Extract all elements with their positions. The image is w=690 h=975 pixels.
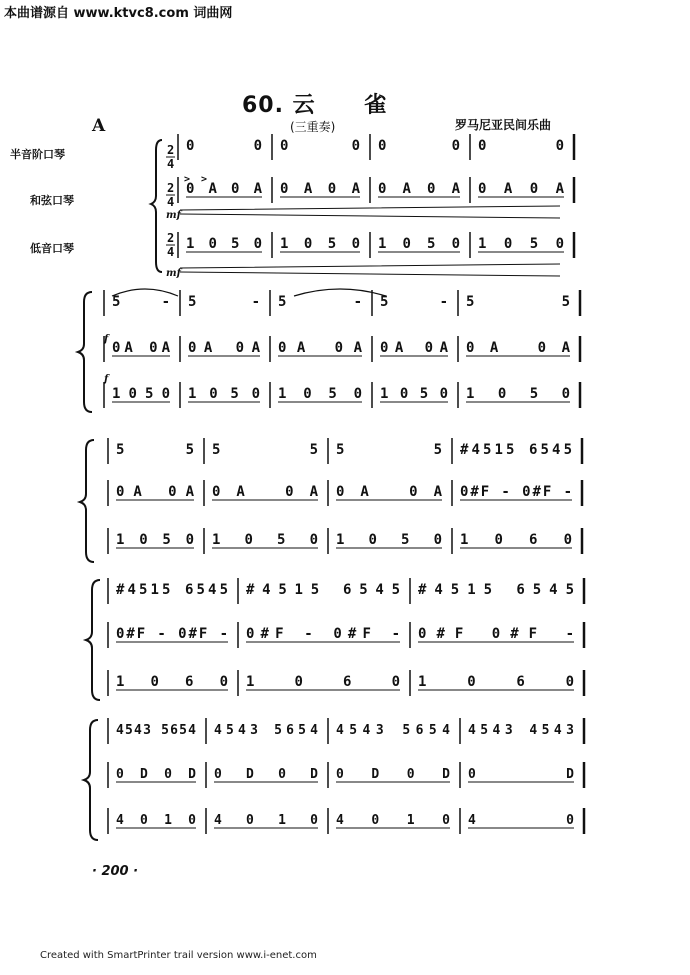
measure-notes: 0A 0A xyxy=(112,340,170,356)
measure-notes: 5 - xyxy=(188,294,260,310)
measure-notes: 5 5 xyxy=(212,442,318,458)
measure-notes: 5 5 xyxy=(466,294,570,310)
piece-title xyxy=(242,88,387,119)
measure-notes: 0A 0A xyxy=(188,340,260,356)
score-static-marks xyxy=(78,140,560,840)
measure-notes: 1 0 6 0 xyxy=(116,674,228,690)
measure-notes: 0#F - 0#F - xyxy=(246,626,400,642)
measure-notes: 0#F - 0#F - xyxy=(460,484,572,500)
measure-notes: 0#F 0#F - xyxy=(418,626,574,642)
title-number: 60. xyxy=(242,93,284,118)
measure-notes: 0A 0A xyxy=(336,484,442,500)
measure-notes: 4 0 xyxy=(468,813,574,828)
measure-notes: 0 A 0 A xyxy=(186,181,262,197)
measure-notes: 1 0 5 0 xyxy=(280,236,360,252)
measure-notes: 0A 0A xyxy=(278,340,362,356)
dynamic-mf-chord: mf xyxy=(166,210,181,221)
dynamic-f-bass: f xyxy=(104,374,109,385)
measure-notes: 0 D xyxy=(468,767,574,782)
measure-notes: 1 0 5 0 xyxy=(278,386,362,402)
measure-notes: #4515 6545 xyxy=(418,582,574,598)
measure-notes: 1 0 5 0 xyxy=(380,386,448,402)
dynamic-mf-bass: mf xyxy=(166,268,181,279)
source-watermark: 本曲谱源自 www.ktvc8.com 词曲网 xyxy=(4,6,233,21)
measure-notes: 0 A 0 A xyxy=(280,181,360,197)
measure-notes: 5 - xyxy=(278,294,362,310)
dynamic-f-chord: f xyxy=(104,334,109,345)
part-label-bass: 低音口琴 xyxy=(30,242,74,255)
measure-notes: 4 0 1 0 xyxy=(116,813,196,828)
page-number: · 200 · xyxy=(92,864,139,879)
measure-notes: 0 A 0 A xyxy=(378,181,460,197)
measure-notes: 0 D 0 D xyxy=(214,767,318,782)
section-mark: A xyxy=(92,116,106,136)
time-sig-top: 2 xyxy=(167,143,175,157)
score-notation xyxy=(104,134,584,834)
piece-subtitle: (三重奏) xyxy=(290,120,336,134)
measure-notes: 0A 0A xyxy=(212,484,318,500)
measure-notes: 4543 5654 xyxy=(214,723,318,738)
time-sig-bottom: 4 xyxy=(167,195,175,209)
measure-notes: 1 0 5 0 xyxy=(212,532,318,548)
part-label-chord: 和弦口琴 xyxy=(30,194,74,207)
part-label-chromatic: 半音阶口琴 xyxy=(10,148,65,161)
measure-notes: 0#F - 0#F - xyxy=(116,626,228,642)
measure-notes: 0A 0A xyxy=(380,340,448,356)
measure-notes: #4515 6545 xyxy=(246,582,400,598)
accent-mark: > xyxy=(184,174,191,185)
measure-notes: 4543 4543 xyxy=(468,723,574,738)
measure-notes: 1 0 6 0 xyxy=(246,674,400,690)
measure-notes: 1 0 5 0 xyxy=(116,532,194,548)
measure-notes: 4 0 1 0 xyxy=(214,813,318,828)
measure-notes: 5 - xyxy=(112,294,170,310)
measure-notes: 1 0 6 0 xyxy=(418,674,574,690)
measure-notes: 4 0 1 0 xyxy=(336,813,450,828)
measure-notes: 4543 5654 xyxy=(116,723,196,738)
measure-notes: 1 0 5 0 xyxy=(186,236,262,252)
measure-notes: 5 - xyxy=(380,294,448,310)
measure-notes: 5 5 xyxy=(116,442,194,458)
measure-notes: 1 0 5 0 xyxy=(378,236,460,252)
system-brace xyxy=(80,440,94,562)
system-brace xyxy=(78,292,92,412)
measure-notes: #4515 6545 xyxy=(116,582,228,598)
printer-footer: Created with SmartPrinter trail version www.i-enet.com xyxy=(40,950,317,961)
measure-notes: 0 0 xyxy=(478,138,564,154)
system-brace xyxy=(86,580,100,700)
hairpin-bass xyxy=(180,264,560,276)
measure-notes: 5 5 xyxy=(336,442,442,458)
measure-notes: 1 0 5 0 xyxy=(188,386,260,402)
hairpin-chord xyxy=(180,206,560,218)
title-char-1: 云 xyxy=(292,93,316,118)
tie-mark xyxy=(112,289,178,296)
measure-notes: 0 D 0 D xyxy=(116,767,196,782)
time-sig-bottom: 4 xyxy=(167,245,175,259)
measure-notes: #4515 6545 xyxy=(460,442,572,458)
time-sig-top: 2 xyxy=(167,231,175,245)
measure-notes: 1 0 5 0 xyxy=(112,386,170,402)
time-sig-bottom: 4 xyxy=(167,157,175,171)
measure-notes: 0 0 xyxy=(186,138,262,154)
measure-notes: 1 0 5 0 xyxy=(478,236,564,252)
system-brace xyxy=(84,720,98,840)
title-char-2: 雀 xyxy=(364,93,388,118)
accent-mark: > xyxy=(201,174,208,185)
measure-notes: 0 D 0 D xyxy=(336,767,450,782)
measure-notes: 1 0 5 0 xyxy=(466,386,570,402)
measure-notes: 0 0 xyxy=(280,138,360,154)
measure-notes: 1 0 5 0 xyxy=(336,532,442,548)
measure-notes: 1 0 6 0 xyxy=(460,532,572,548)
time-sig-top: 2 xyxy=(167,181,175,195)
measure-notes: 0A 0A xyxy=(466,340,570,356)
measure-notes: 0 A 0 A xyxy=(478,181,564,197)
system-brace xyxy=(151,140,162,272)
tie-mark xyxy=(294,289,386,296)
measure-notes: 0A 0A xyxy=(116,484,194,500)
composer-credit: 罗马尼亚民间乐曲 xyxy=(455,118,552,132)
measure-notes: 0 0 xyxy=(378,138,460,154)
measure-notes: 4543 5654 xyxy=(336,723,450,738)
